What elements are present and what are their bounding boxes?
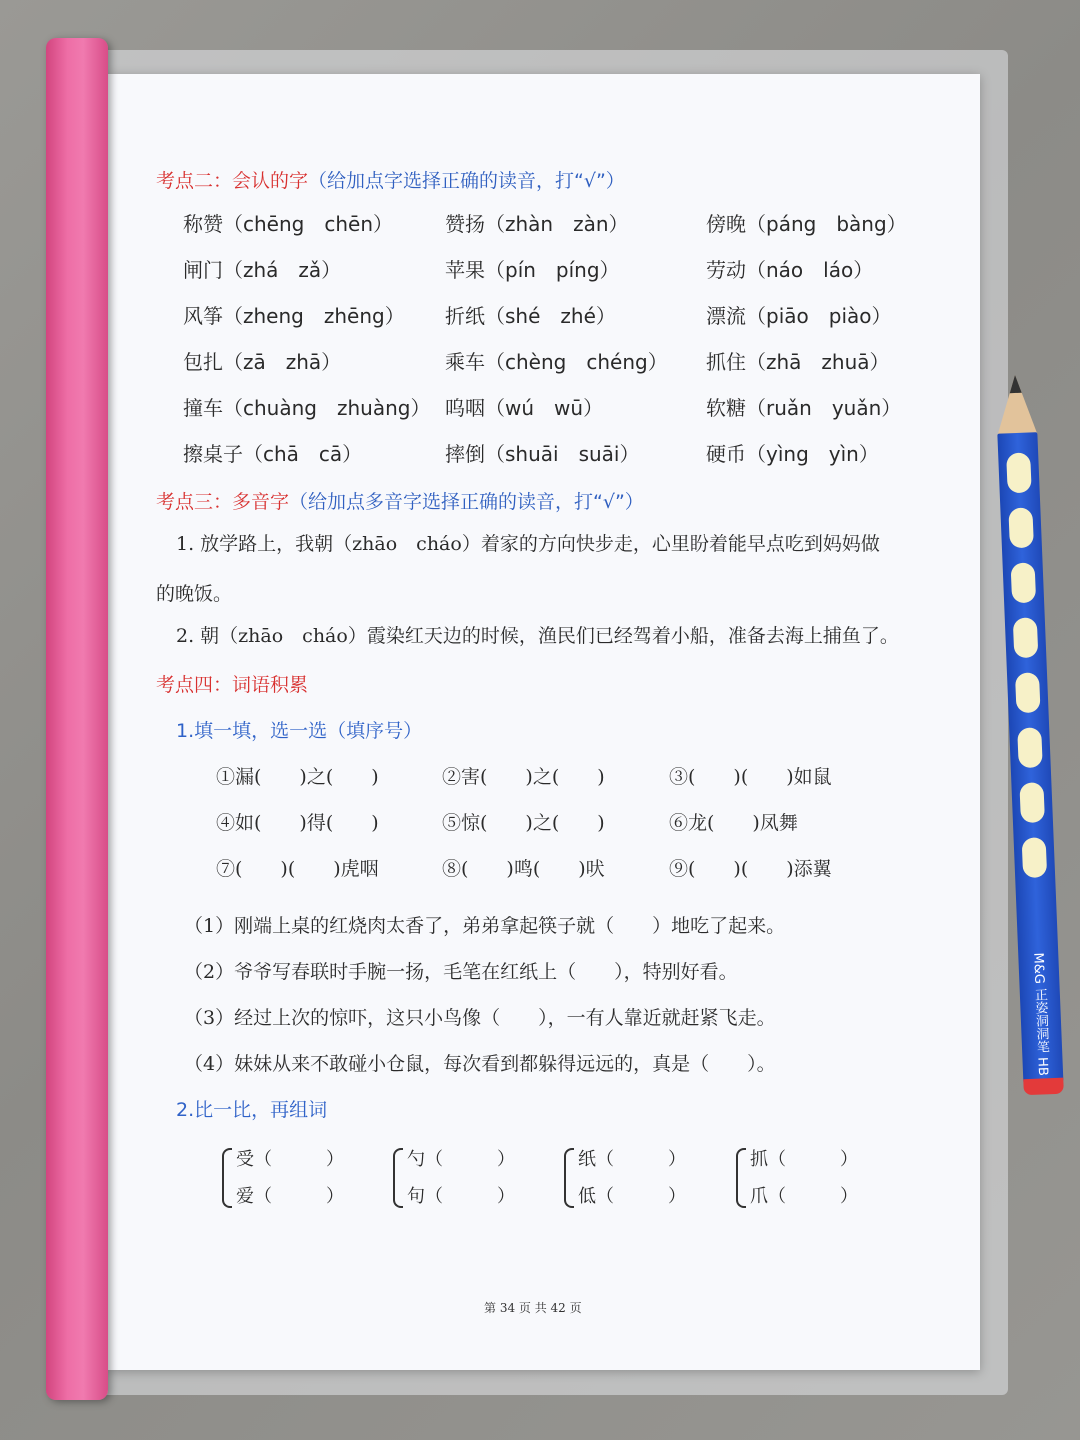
reading-item: 苹果（pín píng）: [445, 258, 620, 282]
brace-icon: [564, 1148, 574, 1208]
compare-word: 低（ ）: [578, 1186, 686, 1207]
section2-hint: （给加点字选择正确的读音，打“√”）: [308, 170, 625, 192]
idiom-blank: ⑦( )( )虎咽: [216, 858, 379, 880]
sentence: （1）刚端上桌的红烧肉太香了，弟弟拿起筷子就（ ）地吃了起来。: [184, 915, 786, 937]
compare-word: 爱（ ）: [236, 1186, 344, 1207]
idiom-blank: ⑧( )鸣( )吠: [442, 858, 605, 880]
reading-item: 称赞（chēng chēn）: [183, 212, 393, 236]
idiom-blank: ⑥龙( )凤舞: [669, 812, 798, 834]
part2-title: 2.比一比，再组词: [176, 1099, 328, 1121]
reading-item: 闸门（zhá zǎ）: [183, 258, 342, 282]
reading-item: 撞车（chuàng zhuàng）: [183, 396, 431, 420]
section2-heading: [156, 166, 625, 193]
reading-item: 漂流（piāo piào）: [706, 304, 892, 328]
section3-hint: （给加点多音字选择正确的读音，打“√”）: [289, 491, 644, 513]
reading-item: 擦桌子（chā cā）: [183, 442, 363, 466]
part1-title: 1.填一填，选一选（填序号）: [176, 720, 423, 742]
grip-dot: [1013, 617, 1039, 658]
reading-item: 软糖（ruǎn yuǎn）: [706, 396, 902, 420]
compare-word: 纸（ ）: [578, 1149, 686, 1170]
grip-dot: [1022, 837, 1048, 878]
reading-item: 抓住（zhā zhuā）: [706, 350, 890, 374]
section3-heading: [156, 487, 644, 514]
grip-dot: [1011, 562, 1037, 603]
sentence: （2）爷爷写春联时手腕一扬，毛笔在红纸上（ ），特别好看。: [184, 961, 738, 983]
brace-icon: [736, 1148, 746, 1208]
brace-icon: [393, 1148, 403, 1208]
grip-dot: [1019, 782, 1045, 823]
reading-item: 赞扬（zhàn zàn）: [445, 212, 629, 236]
idiom-blank: ⑤惊( )之( ): [442, 812, 605, 834]
brace-icon: [222, 1148, 232, 1208]
reading-item: 摔倒（shuāi suāi）: [445, 442, 640, 466]
reading-item: 呜咽（wú wū）: [445, 396, 604, 420]
compare-word: 勺（ ）: [407, 1149, 515, 1170]
reading-item: 傍晚（páng bàng）: [706, 212, 907, 236]
reading-item: 包扎（zā zhā）: [183, 350, 342, 374]
pencil-brand: M&G 正姿洞洞笔 HB: [1030, 952, 1051, 1077]
section4-title: 考点四：词语积累: [156, 674, 309, 696]
idiom-blank: ①漏( )之( ): [216, 766, 379, 788]
idiom-blank: ④如( )得( ): [216, 812, 379, 834]
section2-title: 考点二：会认的字: [156, 170, 309, 192]
reading-item: 乘车（chèng chéng）: [445, 350, 668, 374]
pencil-end-cap: [1023, 1078, 1064, 1096]
binder-spine: [46, 38, 108, 1400]
grip-dot: [1006, 452, 1032, 493]
compare-word: 爪（ ）: [750, 1186, 858, 1207]
idiom-blank: ③( )( )如鼠: [669, 766, 832, 788]
sentence: （4）妹妹从来不敢碰小仓鼠，每次看到都躲得远远的，真是（ ）。: [184, 1053, 776, 1075]
grip-dot: [1008, 507, 1034, 548]
idiom-blank: ⑨( )( )添翼: [669, 858, 832, 880]
reading-item: 劳动（náo láo）: [706, 258, 874, 282]
question-1-line1: 1. 放学路上，我朝（zhāo cháo）着家的方向快步走，心里盼着能早点吃到妈妈做: [176, 533, 880, 555]
section3-title: 考点三：多音字: [156, 491, 290, 513]
question-1-line2: 的晚饭。: [156, 583, 233, 605]
compare-word: 抓（ ）: [750, 1149, 858, 1170]
reading-item: 风筝（zheng zhēng）: [183, 304, 405, 328]
reading-item: 硬币（yìng yìn）: [706, 442, 879, 466]
compare-word: 句（ ）: [407, 1186, 515, 1207]
reading-item: 折纸（shé zhé）: [445, 304, 616, 328]
compare-word: 受（ ）: [236, 1149, 344, 1170]
sentence: （3）经过上次的惊吓，这只小鸟像（ ），一有人靠近就赶紧飞走。: [184, 1007, 776, 1029]
idiom-blank: ②害( )之( ): [442, 766, 605, 788]
page-number: 第 34 页 共 42 页: [484, 1301, 582, 1315]
question-2: 2. 朝（zhāo cháo）霞染红天边的时候，渔民们已经驾着小船，准备去海上捕鱼了。: [176, 625, 899, 647]
grip-dot: [1015, 672, 1041, 713]
grip-dot: [1017, 727, 1043, 768]
pencil-lead: [1009, 375, 1022, 393]
